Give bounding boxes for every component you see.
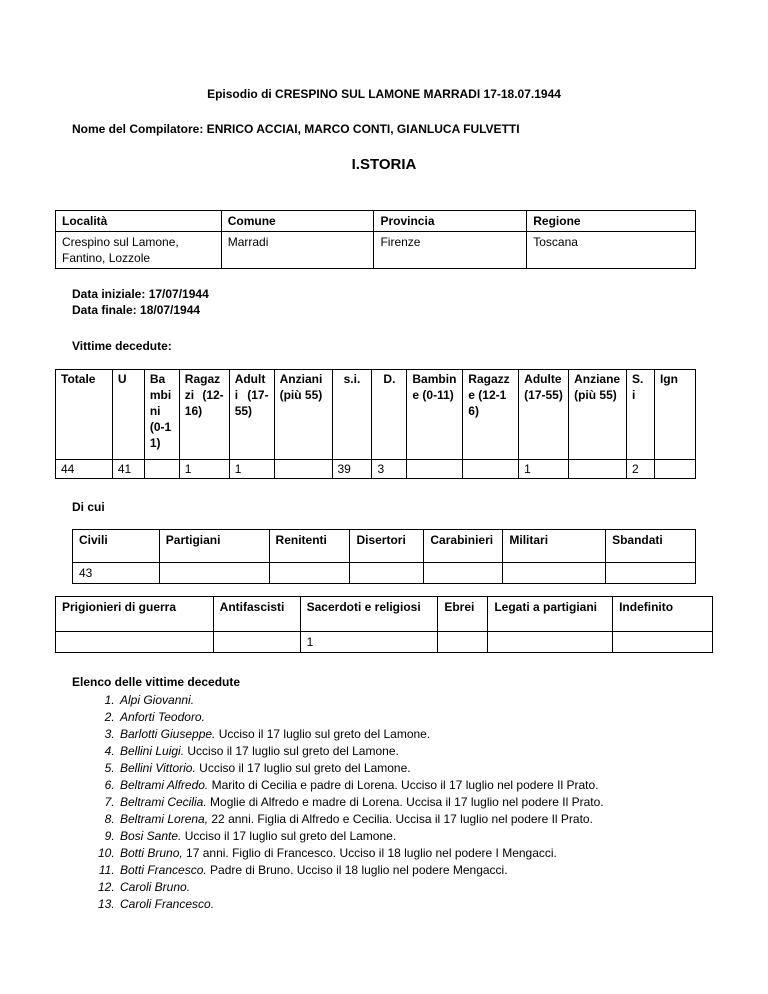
value-adulti: 1	[229, 460, 274, 479]
victims-title: Vittime decedute:	[72, 339, 172, 353]
value-si-donne: 2	[626, 460, 654, 479]
provincia-header: Provincia	[374, 211, 527, 232]
victims-table	[55, 369, 696, 479]
header-sbandati: Sbandati	[606, 530, 696, 563]
list-item: 1. Alpi Giovanni.	[118, 692, 732, 709]
header-prigionieri: Prigionieri di guerra	[56, 597, 214, 632]
comune-value: Marradi	[221, 232, 374, 269]
value-militari	[503, 563, 606, 584]
value-adulte: 1	[519, 460, 569, 479]
value-bambine	[407, 460, 463, 479]
header-legati-partigiani: Legati a partigiani	[488, 597, 613, 632]
header-renitenti: Renitenti	[269, 530, 350, 563]
header-adulte: Adulte (17-55)	[519, 370, 569, 460]
value-bambini	[144, 460, 179, 479]
value-ragazze	[463, 460, 519, 479]
value-sbandati	[606, 563, 696, 584]
header-uomini: U	[112, 370, 144, 460]
header-bambine: Bambine (0-11)	[407, 370, 463, 460]
value-civili: 43	[73, 563, 160, 584]
header-si-donne: S. i	[626, 370, 654, 460]
value-indefinito	[613, 632, 713, 653]
list-item: 2. Anforti Teodoro.	[118, 709, 732, 726]
value-legati-partigiani	[488, 632, 613, 653]
value-anziane	[569, 460, 627, 479]
location-table	[55, 210, 696, 269]
regione-value: Toscana	[527, 232, 696, 269]
value-uomini: 41	[112, 460, 144, 479]
compiler-line: Nome del Compilatore: ENRICO ACCIAI, MARCO CONTI, GIANLUCA FULVETTI	[72, 122, 520, 136]
list-item: 6. Beltrami Alfredo. Marito di Cecilia e padre di Lorena. Ucciso il 17 luglio nel podere Il Prato.	[118, 777, 732, 794]
header-ragazze: Ragazze (12-16)	[463, 370, 519, 460]
list-item: 13. Caroli Francesco.	[118, 896, 732, 913]
value-anziani	[274, 460, 332, 479]
header-sacerdoti: Sacerdoti e religiosi	[300, 597, 438, 632]
categories-table-1	[72, 529, 696, 584]
victims-list-section	[72, 675, 732, 913]
header-ragazzi: Ragazzi (12-16)	[179, 370, 229, 460]
value-ragazzi: 1	[179, 460, 229, 479]
list-item: 7. Beltrami Cecilia. Moglie di Alfredo e madre di Lorena. Uccisa il 17 luglio nel podere Il Prato.	[118, 794, 732, 811]
episode-title: Episodio di CRESPINO SUL LAMONE MARRADI 17-18.07.1944	[207, 87, 561, 101]
header-civili: Civili	[73, 530, 160, 563]
header-anziani: Anziani (più 55)	[274, 370, 332, 460]
regione-header: Regione	[527, 211, 696, 232]
value-totale: 44	[56, 460, 113, 479]
categories-table-2	[55, 596, 713, 653]
header-antifascisti: Antifascisti	[213, 597, 300, 632]
header-si-uomini: s.i.	[332, 370, 372, 460]
value-disertori	[350, 563, 424, 584]
value-ebrei	[438, 632, 488, 653]
victims-list	[72, 692, 732, 913]
list-item: 3. Barlotti Giuseppe. Ucciso il 17 luglio sul greto del Lamone.	[118, 726, 732, 743]
header-bambini: Bambini (0-11)	[144, 370, 179, 460]
victims-list-title: Elenco delle vittime decedute	[72, 675, 241, 689]
header-partigiani: Partigiani	[159, 530, 269, 563]
value-partigiani	[159, 563, 269, 584]
header-donne: D.	[372, 370, 407, 460]
value-donne: 3	[372, 460, 407, 479]
value-si-uomini: 39	[332, 460, 372, 479]
list-item: 10. Botti Bruno, 17 anni. Figlio di Francesco. Ucciso il 18 luglio nel podere I Mengacci.	[118, 845, 732, 862]
value-sacerdoti: 1	[300, 632, 438, 653]
header-ebrei: Ebrei	[438, 597, 488, 632]
value-prigionieri	[56, 632, 214, 653]
section-title: I.STORIA	[351, 156, 417, 173]
start-date: Data iniziale: 17/07/1944	[72, 287, 209, 301]
location-value: Crespino sul Lamone, Fantino, Lozzole	[56, 232, 222, 269]
list-item: 8. Beltrami Lorena, 22 anni. Figlia di Alfredo e Cecilia. Uccisa il 17 luglio nel podere Il Prato.	[118, 811, 732, 828]
comune-header: Comune	[221, 211, 374, 232]
location-header: Località	[56, 211, 222, 232]
header-adulti: Adulti (17-55)	[229, 370, 274, 460]
value-carabinieri	[424, 563, 503, 584]
list-item: 11. Botti Francesco. Padre di Bruno. Ucciso il 18 luglio nel podere Mengacci.	[118, 862, 732, 879]
list-item: 12. Caroli Bruno.	[118, 879, 732, 896]
header-totale: Totale	[56, 370, 113, 460]
header-militari: Militari	[503, 530, 606, 563]
header-disertori: Disertori	[350, 530, 424, 563]
header-indefinito: Indefinito	[613, 597, 713, 632]
value-ignoti	[654, 460, 695, 479]
value-antifascisti	[213, 632, 300, 653]
header-anziane: Anziane (più 55)	[569, 370, 627, 460]
header-ignoti: Ign	[654, 370, 695, 460]
end-date: Data finale: 18/07/1944	[72, 303, 201, 317]
list-item: 9. Bosi Sante. Ucciso il 17 luglio sul greto del Lamone.	[118, 828, 732, 845]
list-item: 4. Bellini Luigi. Ucciso il 17 luglio sul greto del Lamone.	[118, 743, 732, 760]
list-item: 5. Bellini Vittorio. Ucciso il 17 luglio sul greto del Lamone.	[118, 760, 732, 777]
di-cui-title: Di cui	[72, 500, 105, 514]
provincia-value: Firenze	[374, 232, 527, 269]
value-renitenti	[269, 563, 350, 584]
header-carabinieri: Carabinieri	[424, 530, 503, 563]
